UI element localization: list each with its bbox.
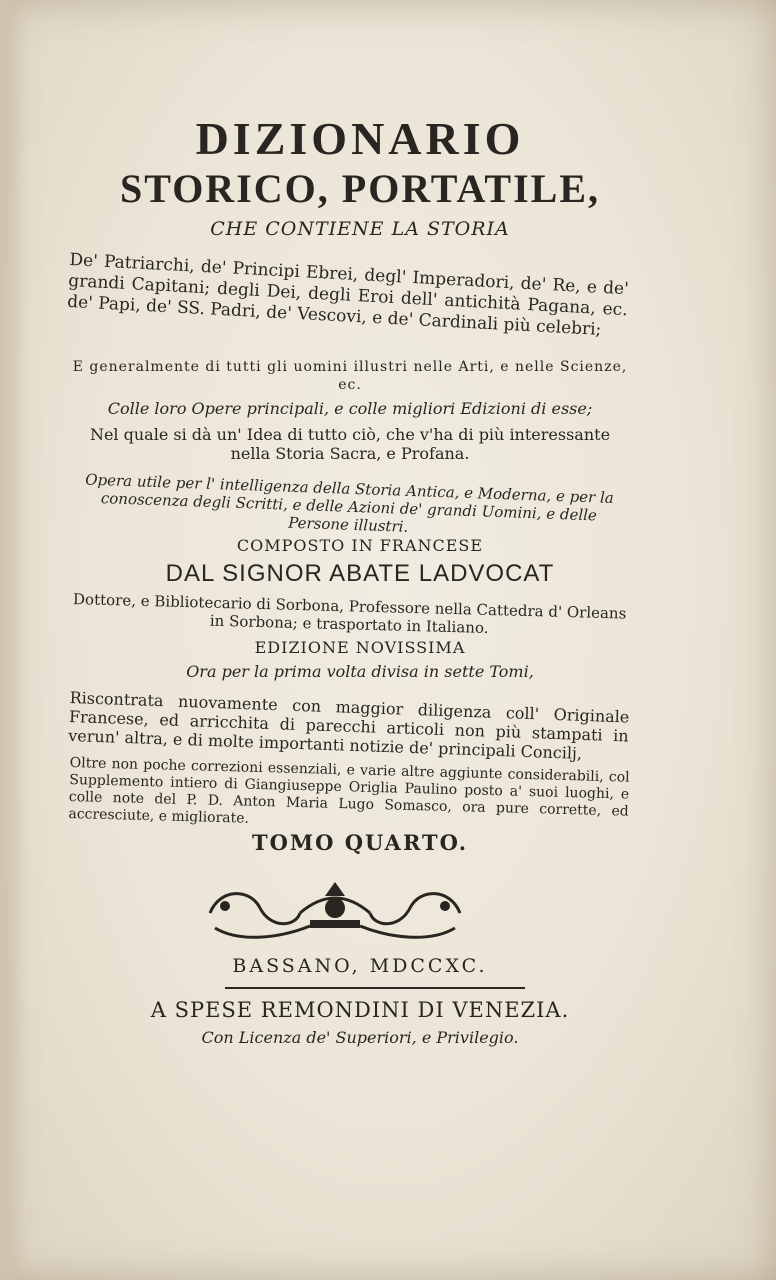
subtitle: CHE CONTIENE LA STORIA — [210, 218, 510, 240]
title-line-1: DIZIONARIO — [195, 113, 525, 164]
works-line: Colle loro Opere principali, e colle migliori Edizioni di esse; — [107, 399, 593, 418]
contents-paragraph: De' Patriarchi, de' Principi Ebrei, degl' Imperadori, de' Re, e de' grandi Capitani; degli Dei, degli Eroi dell' antichità Pagana, ec. de' Papi, de' SS. Padri, de' Vescovi, e de' Cardinali più celebri; — [66, 250, 630, 340]
additions-paragraph: Oltre non poche correzioni essenziali, e varie altre aggiunte considerabili, col Supplemento intiero di Giangiuseppe Origlia Paulino posto a' suoi luoghi, e colle note del P. D. Anton Maria Lugo Somasco, ora pure corrette, ed accresciute, e migliorate. — [68, 755, 630, 827]
division-line: Ora per la prima volta divisa in sette Tomi, — [186, 662, 534, 681]
author-line: DAL SIGNOR ABATE LADVOCAT — [165, 560, 555, 587]
revision-paragraph: Riscontrata nuovamente con maggior diligenza coll' Originale Francese, ed arricchita di parecchi articoli non più stampati in verun' altra, e di molte importanti notizie de' principali Concilj, — [68, 688, 630, 763]
imprint-place: BASSANO, MDCCXC. — [232, 955, 488, 977]
utility-line: Opera utile per l' intelligenza della Storia Antica, e Moderna, e per la conoscenza degli Scritti, e delle Azioni de' grandi Uomini, e delle Persone illustri. — [84, 470, 615, 536]
author-credentials: Dottore, e Bibliotecario di Sorbona, Professore nella Cattedra d' Orleans in Sorbona; e trasportato in Italiano. — [72, 590, 627, 637]
divider-rule — [225, 987, 525, 989]
imprint-license: Con Licenza de' Superiori, e Privilegio. — [201, 1028, 519, 1047]
imprint-publisher: A SPESE REMONDINI DI VENEZIA. — [150, 998, 570, 1022]
printer-ornament — [200, 878, 470, 948]
title-line-2: STORICO, PORTATILE, — [119, 166, 601, 211]
idea-line: Nel quale si dà un' Idea di tutto ciò, che v'ha di più interessante nella Storia Sacra, e Profana. — [89, 425, 611, 463]
edition-line: EDIZIONE NOVISSIMA — [254, 638, 466, 657]
scope-line: E generalmente di tutti gli uomini illustri nelle Arti, e nelle Scienze, ec. — [72, 359, 628, 393]
volume-label: TOMO QUARTO. — [251, 830, 469, 855]
page-shadow — [0, 0, 26, 1280]
composed-line: COMPOSTO IN FRANCESE — [236, 536, 484, 555]
